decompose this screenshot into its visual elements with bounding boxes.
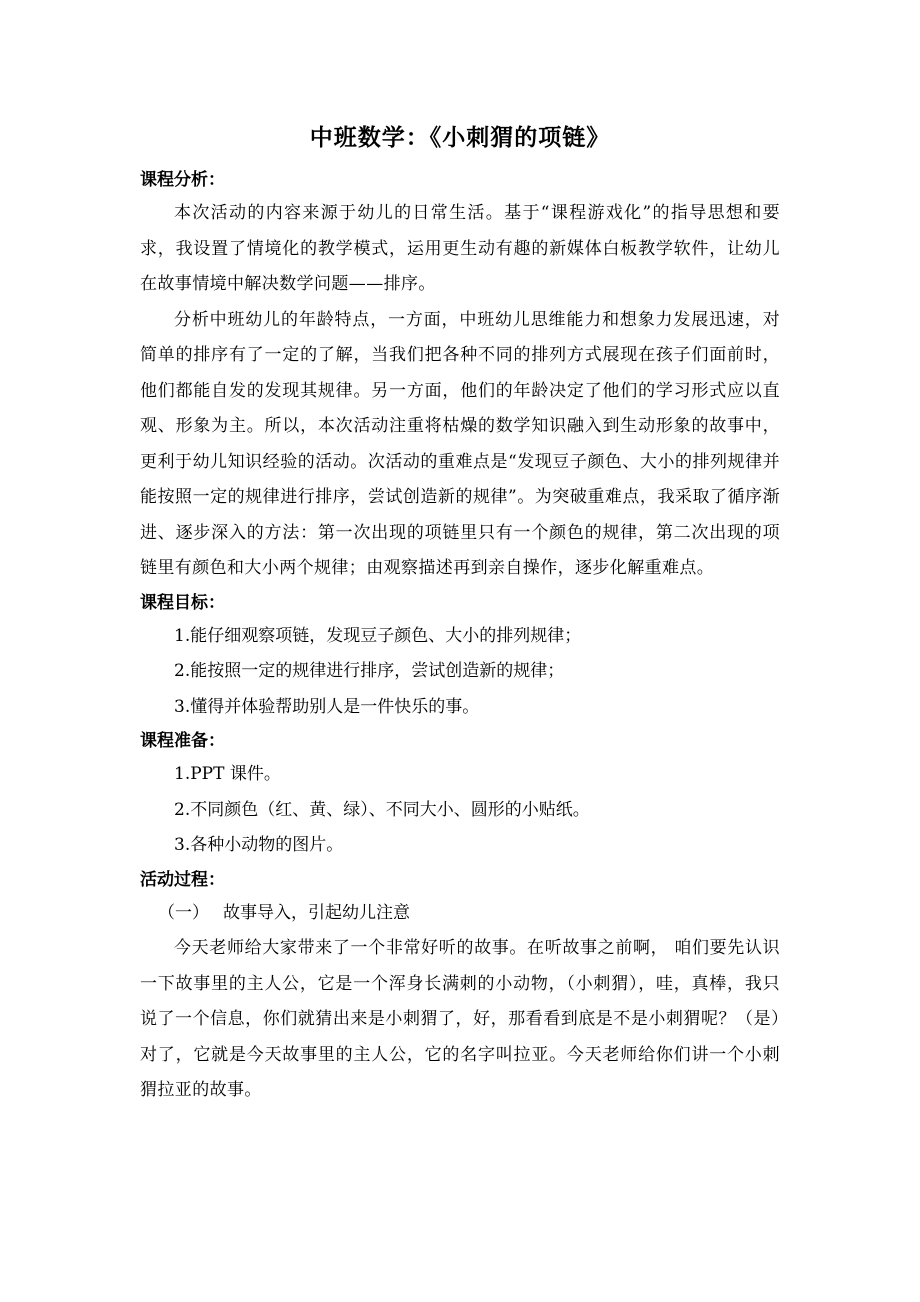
section-heading-process: 活动过程：	[140, 869, 225, 890]
goal-item: 2.能按照一定的规律进行排序，尝试创造新的规律；	[174, 661, 565, 681]
process-step-label: （一）	[158, 902, 209, 923]
section-heading-goals: 课程目标：	[140, 592, 225, 613]
process-step	[140, 896, 780, 932]
section-heading-preparation: 课程准备：	[140, 731, 225, 751]
goal-item: 3.懂得并体验帮助别人是一件快乐的事。	[174, 696, 480, 717]
document-page	[140, 118, 780, 1109]
preparation-item: 2.不同颜色（红、黄、绿）、不同大小、圆形的小贴纸。	[174, 799, 590, 820]
goal-item: 1.能仔细观察项链，发现豆子颜色、大小的排列规律；	[174, 625, 582, 646]
section-heading-analysis: 课程分析：	[140, 170, 225, 190]
process-paragraph: 今天老师给大家带来了一个非常好听的故事。在听故事之前啊， 咱们要先认识一下故事里的主人公，它是一个浑身长满刺的小动物，（小刺猬），哇，真棒，我只说了一个信息，你们就猜出来是小刺猬了，好，那看看到底是不是小刺猬呢？（是）对了，它就是今天故事里的主人公，它的名字叫拉亚。今天老师给你们讲一个小刺猬拉亚的故事。	[140, 938, 780, 1100]
preparation-item: 3.各种小动物的图片。	[174, 835, 344, 855]
analysis-paragraph: 分析中班幼儿的年龄特点，一方面，中班幼儿思维能力和想象力发展迅速，对简单的排序有了一定的了解，当我们把各种不同的排列方式展现在孩子们面前时，他们都能自发的发现其规律。另一方面，他们的年龄决定了他们的学习形式应以直观、形象为主。所以，本次活动注重将枯燥的数学知识融入到生动形象的故事中，更利于幼儿知识经验的活动。次活动的重难点是“发现豆子颜色、大小的排列规律并能按照一定的规律进行排序，尝试创造新的规律”。为突破重难点，我采取了循序渐进、逐步深入的方法：第一次出现的项链里只有一个颜色的规律，第二次出现的项链里有颜色和大小两个规律；由观察描述再到亲自操作，逐步化解重难点。	[140, 309, 780, 578]
analysis-paragraph: 本次活动的内容来源于幼儿的日常生活。基于“课程游戏化”的指导思想和要求，我设置了情境化的教学模式，运用更生动有趣的新媒体白板教学软件，让幼儿在故事情境中解决数学问题——排序。	[140, 203, 780, 294]
process-step-title: 故事导入，引起幼儿注意	[223, 902, 410, 923]
preparation-item: 1.PPT 课件。	[174, 764, 281, 784]
document-title: 中班数学：《小刺猬的项链》	[309, 124, 611, 151]
